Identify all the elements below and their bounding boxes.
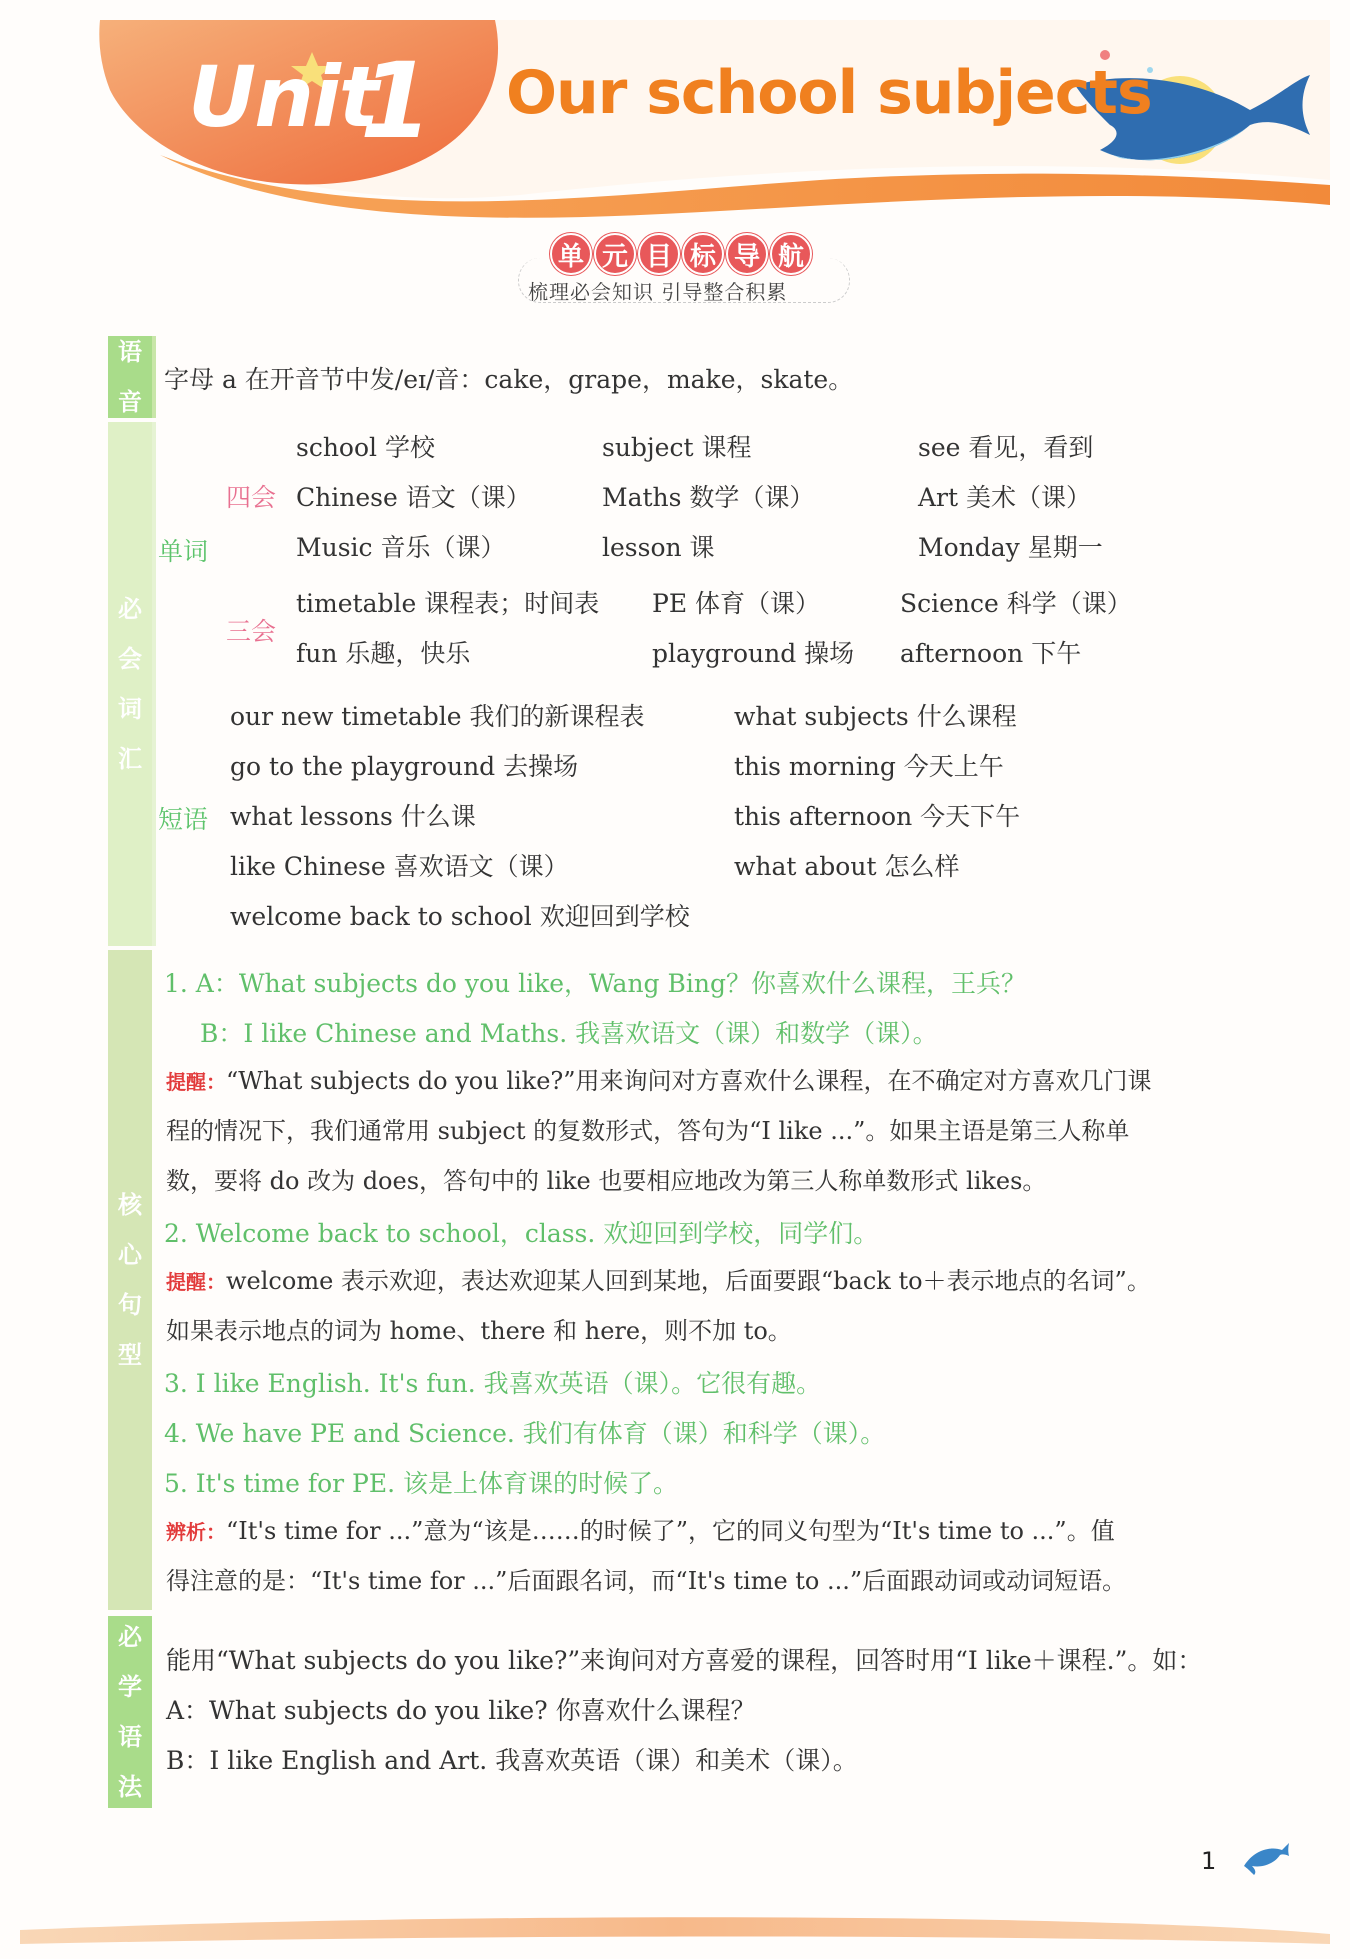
analysis-label: 辨析： xyxy=(166,1520,226,1544)
tab-char: 法 xyxy=(118,1773,142,1801)
badge-char: 元 xyxy=(594,233,636,275)
word-item: school 学校 xyxy=(296,433,435,462)
vocab-tab xyxy=(108,422,152,946)
tip-label: 提醒： xyxy=(166,1070,226,1094)
tip-label: 提醒： xyxy=(166,1270,226,1294)
sentence-3: 3. I like English. It's fun. 我喜欢英语（课）。它很有趣。 xyxy=(164,1369,822,1398)
sentence-1b: B：I like Chinese and Maths. 我喜欢语文（课）和数学（课）。 xyxy=(200,1019,938,1048)
badge-char: 目 xyxy=(638,233,680,275)
word-item: Monday 星期一 xyxy=(918,533,1103,562)
word-item: Music 音乐（课） xyxy=(296,533,506,562)
phrase-item: like Chinese 喜欢语文（课） xyxy=(230,852,569,881)
tab-char: 词 xyxy=(118,695,142,723)
tab-char: 音 xyxy=(118,388,142,416)
phonics-tab xyxy=(108,336,152,418)
page-title: Our school subjects xyxy=(506,58,1152,128)
sentence-2: 2. Welcome back to school，class. 欢迎回到学校，同学们。 xyxy=(164,1219,879,1248)
phrase-item: go to the playground 去操场 xyxy=(230,752,579,781)
footer-band xyxy=(0,1900,1350,1959)
analysis-line: 得注意的是：“It's time for ...”后面跟名词，而“It's time to ...”后面跟动词或动词短语。 xyxy=(166,1567,1127,1595)
four-skill-label: 四会 xyxy=(226,483,277,512)
tab-char: 汇 xyxy=(118,745,142,773)
sentence-tab xyxy=(108,950,152,1610)
grammar-line: 能用“What subjects do you like?”来询问对方喜爱的课程，回答时用“I like＋课程.”。如： xyxy=(166,1646,1203,1675)
unit-label: Unit xyxy=(188,48,377,146)
word-item: afternoon 下午 xyxy=(900,639,1082,668)
tab-char: 语 xyxy=(118,338,142,366)
word-item: timetable 课程表；时间表 xyxy=(296,589,600,618)
phrase-item: what about 怎么样 xyxy=(734,852,960,881)
tab-char: 必 xyxy=(118,595,142,623)
phrase-item: what subjects 什么课程 xyxy=(734,702,1017,731)
phrase-item: our new timetable 我们的新课程表 xyxy=(230,702,645,731)
tip-1-line: 数，要将 do 改为 does，答句中的 like 也要相应地改为第三人称单数形式 likes。 xyxy=(166,1167,1047,1195)
tab-char: 核 xyxy=(118,1191,142,1219)
tip-text: welcome 表示欢迎，表达欢迎某人回到某地，后面要跟“back to＋表示地点的名词”。 xyxy=(226,1267,1151,1295)
badge-char: 单 xyxy=(550,233,592,275)
phrase-item: this morning 今天上午 xyxy=(734,752,1004,781)
page-number: 1 xyxy=(1201,1847,1217,1875)
tab-char: 会 xyxy=(118,645,142,673)
word-item: Art 美术（课） xyxy=(918,483,1091,512)
tab-char: 句 xyxy=(118,1291,142,1319)
tab-char: 语 xyxy=(118,1723,142,1751)
phrase-item: what lessons 什么课 xyxy=(230,802,476,831)
divider xyxy=(152,422,156,946)
word-item: fun 乐趣，快乐 xyxy=(296,639,471,668)
tab-char: 必 xyxy=(118,1623,142,1651)
phrase-item: welcome back to school 欢迎回到学校 xyxy=(230,902,690,931)
tip-2 xyxy=(166,1256,1256,1307)
dolphin-icon xyxy=(1240,1840,1290,1876)
phrase-item: this afternoon 今天下午 xyxy=(734,802,1021,831)
tab-char: 学 xyxy=(118,1673,142,1701)
word-item: Chinese 语文（课） xyxy=(296,483,531,512)
word-item: subject 课程 xyxy=(602,433,752,462)
sentence-1a: 1. A：What subjects do you like，Wang Bing？你喜欢什么课程，王兵？ xyxy=(164,969,1026,998)
word-item: see 看见，看到 xyxy=(918,433,1094,462)
tab-char: 心 xyxy=(118,1241,142,1269)
unit-number: 1 xyxy=(360,40,433,162)
words-label: 单词 xyxy=(158,537,209,566)
analysis-text: “It's time for ...”意为“该是……的时候了”，它的同义句型为“It's time to ...”。值 xyxy=(226,1517,1115,1545)
nav-subtitle: 梳理必会知识 引导整合积累 xyxy=(528,280,788,304)
badge-char: 航 xyxy=(770,233,812,275)
word-item: PE 体育（课） xyxy=(652,589,821,618)
phrases-label: 短语 xyxy=(158,805,209,834)
tip-1-line: 程的情况下，我们通常用 subject 的复数形式，答句为“I like ...”。如果主语是第三人称单 xyxy=(166,1117,1130,1145)
grammar-line: B：I like English and Art. 我喜欢英语（课）和美术（课）。 xyxy=(166,1746,858,1775)
word-item: playground 操场 xyxy=(652,639,855,668)
phonics-line: 字母 a 在开音节中发/eɪ/音：cake，grape，make，skate。 xyxy=(164,365,854,394)
sentence-4: 4. We have PE and Science. 我们有体育（课）和科学（课）。 xyxy=(164,1419,886,1448)
analysis xyxy=(166,1506,1256,1557)
grammar-line: A：What subjects do you like? 你喜欢什么课程？ xyxy=(166,1696,756,1725)
badge-char: 导 xyxy=(726,233,768,275)
word-item: Maths 数学（课） xyxy=(602,483,815,512)
grammar-tab xyxy=(108,1616,152,1808)
badge-char: 标 xyxy=(682,233,724,275)
three-skill-label: 三会 xyxy=(226,617,277,646)
divider xyxy=(152,336,156,418)
tip-1 xyxy=(166,1056,1256,1107)
word-item: Science 科学（课） xyxy=(900,589,1132,618)
word-item: lesson 课 xyxy=(602,533,715,562)
tip-text: “What subjects do you like?”用来询问对方喜欢什么课程，在不确定对方喜欢几门课 xyxy=(226,1067,1152,1095)
sentence-5: 5. It's time for PE. 该是上体育课的时候了。 xyxy=(164,1469,679,1498)
tab-char: 型 xyxy=(118,1341,142,1369)
tip-2-line: 如果表示地点的词为 home、there 和 here，则不加 to。 xyxy=(166,1317,792,1345)
